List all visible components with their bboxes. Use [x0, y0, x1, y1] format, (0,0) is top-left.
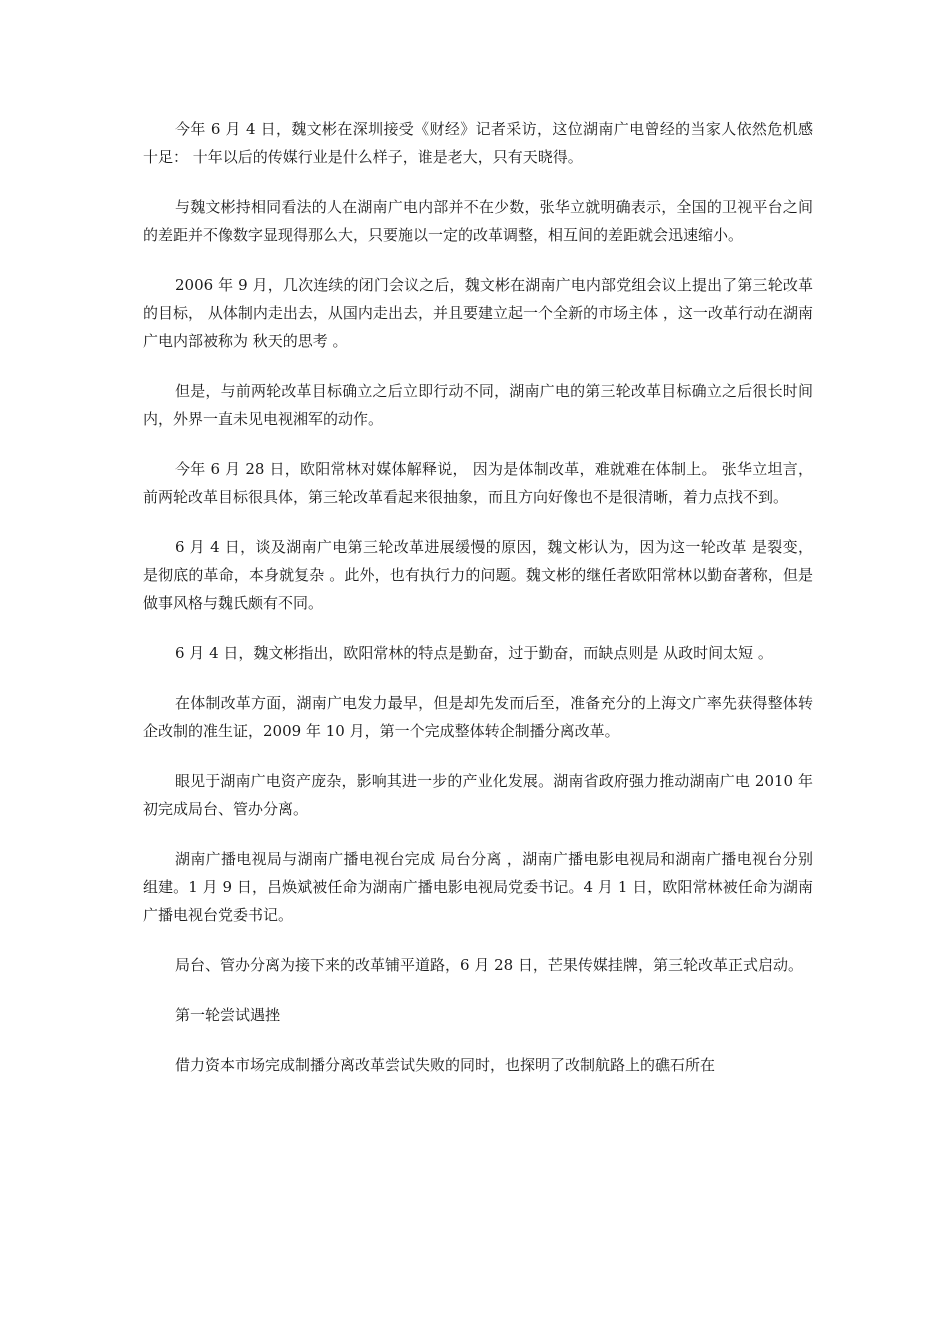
paragraph-3: 2006 年 9 月，几次连续的闭门会议之后，魏文彬在湖南广电内部党组会议上提出了第三轮改革的目标， 从体制内走出去，从国内走出去，并且要建立起一个全新的市场主体 ，这一改革行动在湖南广电内部被称为 秋天的思考 。 [143, 276, 813, 350]
paragraph-4: 但是，与前两轮改革目标确立之后立即行动不同，湖南广电的第三轮改革目标确立之后很长时间内，外界一直未见电视湘军的动作。 [143, 382, 813, 428]
paragraph-10: 湖南广播电视局与湖南广播电视台完成 局台分离 ，湖南广播电影电视局和湖南广播电视台分别组建。1 月 9 日，吕焕斌被任命为湖南广播电影电视局党委书记。4 月 1 日，欧阳常林被任命为湖南广播电视台党委书记。 [143, 850, 813, 924]
paragraph-11: 局台、管办分离为接下来的改革铺平道路，6 月 28 日，芒果传媒挂牌，第三轮改革正式启动。 [175, 956, 803, 974]
paragraph-5: 今年 6 月 28 日，欧阳常林对媒体解释说， 因为是体制改革，难就难在体制上。 张华立坦言，前两轮改革目标很具体，第三轮改革看起来很抽象，而且方向好像也不是很清晰，着力点找不到。 [143, 460, 813, 506]
paragraph-2: 与魏文彬持相同看法的人在湖南广电内部并不在少数，张华立就明确表示，全国的卫视平台之间的差距并不像数字显现得那么大，只要施以一定的改革调整，相互间的差距就会迅速缩小。 [143, 198, 813, 244]
paragraph-9: 眼见于湖南广电资产庞杂，影响其进一步的产业化发展。湖南省政府强力推动湖南广电 2010 年初完成局台、管办分离。 [143, 772, 813, 818]
document-body [143, 115, 813, 1101]
paragraph-12: 借力资本市场完成制播分离改革尝试失败的同时，也探明了改制航路上的礁石所在 [175, 1056, 716, 1074]
section-heading: 第一轮尝试遇挫 [175, 1006, 281, 1024]
paragraph-7: 6 月 4 日，魏文彬指出，欧阳常林的特点是勤奋，过于勤奋，而缺点则是 从政时间太短 。 [175, 644, 773, 662]
paragraph-1: 今年 6 月 4 日，魏文彬在深圳接受《财经》记者采访，这位湖南广电曾经的当家人依然危机感十足： 十年以后的传媒行业是什么样子，谁是老大，只有天晓得。 [143, 120, 813, 166]
paragraph-6: 6 月 4 日，谈及湖南广电第三轮改革进展缓慢的原因，魏文彬认为，因为这一轮改革 是裂变，是彻底的革命，本身就复杂 。此外，也有执行力的问题。魏文彬的继任者欧阳常林以勤奋著称，但是做事风格与魏氏颇有不同。 [143, 538, 813, 612]
paragraph-8: 在体制改革方面，湖南广电发力最早，但是却先发而后至，准备充分的上海文广率先获得整体转企改制的准生证，2009 年 10 月，第一个完成整体转企制播分离改革。 [143, 694, 813, 740]
